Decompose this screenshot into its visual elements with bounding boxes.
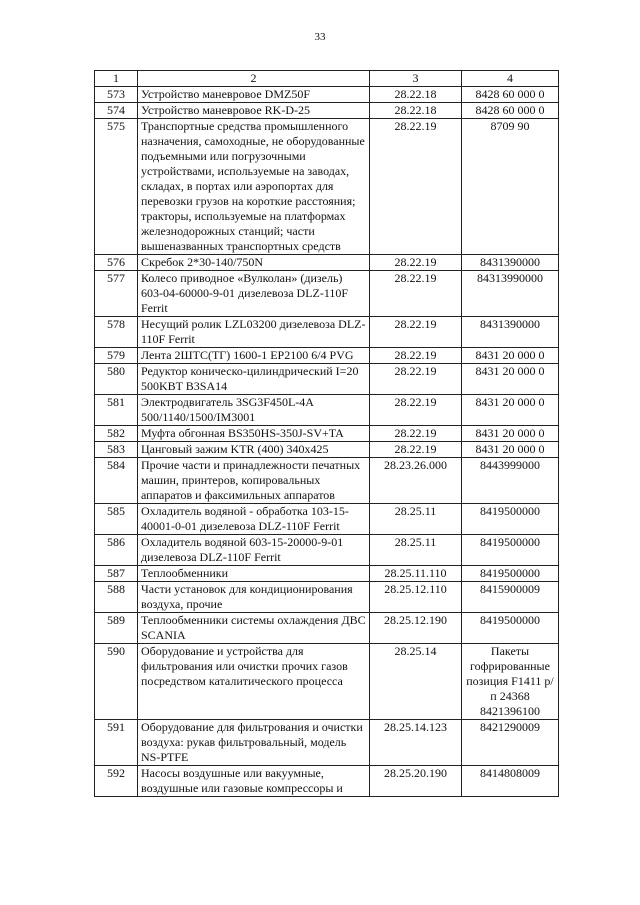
row-number: 592 xyxy=(95,766,138,797)
row-number: 586 xyxy=(95,535,138,566)
row-number: 588 xyxy=(95,582,138,613)
tnved-code: 8415900009 xyxy=(462,582,559,613)
item-description: Части установок для кондиционирования воздуха, прочие xyxy=(138,582,370,613)
tnved-code: 8428 60 000 0 xyxy=(462,103,559,119)
okpd-code: 28.23.26.000 xyxy=(370,458,462,504)
tnved-code: 8431 20 000 0 xyxy=(462,442,559,458)
item-description: Насосы воздушные или вакуумные, воздушные или газовые компрессоры и xyxy=(138,766,370,797)
okpd-code: 28.22.19 xyxy=(370,426,462,442)
okpd-code: 28.22.18 xyxy=(370,87,462,103)
item-description: Оборудование и устройства для фильтрования или очистки прочих газов посредством каталитического процесса xyxy=(138,644,370,720)
row-number: 582 xyxy=(95,426,138,442)
tnved-code: 8431390000 xyxy=(462,317,559,348)
table-row xyxy=(95,644,559,720)
tnved-code: 8419500000 xyxy=(462,613,559,644)
item-description: Теплообменники xyxy=(138,566,370,582)
okpd-code: 28.22.19 xyxy=(370,395,462,426)
row-number: 574 xyxy=(95,103,138,119)
tnved-code: 8428 60 000 0 xyxy=(462,87,559,103)
table-row xyxy=(95,395,559,426)
tnved-code: 8709 90 xyxy=(462,119,559,255)
row-number: 587 xyxy=(95,566,138,582)
tnved-code: 8443999000 xyxy=(462,458,559,504)
tnved-code: Пакеты гофрированные позиция F1411 р/п 24368 8421396100 xyxy=(462,644,559,720)
okpd-code: 28.25.12.190 xyxy=(370,613,462,644)
item-description: Прочие части и принадлежности печатных машин, принтеров, копировальных аппаратов и факсимильных аппаратов xyxy=(138,458,370,504)
okpd-code: 28.22.19 xyxy=(370,255,462,271)
item-description: Электродвигатель 3SG3F450L-4A 500/1140/1500/IM3001 xyxy=(138,395,370,426)
row-number: 590 xyxy=(95,644,138,720)
item-description: Теплообменники системы охлаждения ДВС SCANIA xyxy=(138,613,370,644)
okpd-code: 28.22.19 xyxy=(370,442,462,458)
page-number: 33 xyxy=(314,31,326,43)
okpd-code: 28.25.14.123 xyxy=(370,720,462,766)
row-number: 584 xyxy=(95,458,138,504)
okpd-code: 28.22.19 xyxy=(370,271,462,317)
tnved-code: 8431 20 000 0 xyxy=(462,364,559,395)
item-description: Лента 2ШТС(ТГ) 1600-1 EP2100 6/4 PVG xyxy=(138,348,370,364)
okpd-code: 28.25.11 xyxy=(370,504,462,535)
tnved-code: 84313990000 xyxy=(462,271,559,317)
okpd-code: 28.25.12.110 xyxy=(370,582,462,613)
table-row xyxy=(95,442,559,458)
row-number: 575 xyxy=(95,119,138,255)
item-description: Колесо приводное «Вулколан» (дизель) 603-04-60000-9-01 дизелевоза DLZ-110F Ferrit xyxy=(138,271,370,317)
item-description: Редуктор коническо-цилиндрический I=20 500KBT B3SA14 xyxy=(138,364,370,395)
item-description: Устройство маневровое RK-D-25 xyxy=(138,103,370,119)
tnved-code: 8431390000 xyxy=(462,255,559,271)
table-row xyxy=(95,582,559,613)
item-description: Скребок 2*30-140/750N xyxy=(138,255,370,271)
tnved-code: 8431 20 000 0 xyxy=(462,395,559,426)
row-number: 581 xyxy=(95,395,138,426)
table-row xyxy=(95,504,559,535)
table-row xyxy=(95,426,559,442)
header-col-4: 4 xyxy=(462,71,559,87)
table-row xyxy=(95,535,559,566)
header-col-2: 2 xyxy=(138,71,370,87)
table-row xyxy=(95,566,559,582)
okpd-code: 28.25.11.110 xyxy=(370,566,462,582)
row-number: 573 xyxy=(95,87,138,103)
okpd-code: 28.25.14 xyxy=(370,644,462,720)
row-number: 583 xyxy=(95,442,138,458)
item-description: Цанговый зажим KTR (400) 340x425 xyxy=(138,442,370,458)
header-col-3: 3 xyxy=(370,71,462,87)
okpd-code: 28.22.19 xyxy=(370,317,462,348)
row-number: 585 xyxy=(95,504,138,535)
header-col-1: 1 xyxy=(95,71,138,87)
row-number: 580 xyxy=(95,364,138,395)
item-description: Оборудование для фильтрования и очистки воздуха: рукав фильтровальный, модель NS-PTFE xyxy=(138,720,370,766)
table-row xyxy=(95,87,559,103)
table-row xyxy=(95,255,559,271)
tnved-code: 8414808009 xyxy=(462,766,559,797)
tnved-code: 8419500000 xyxy=(462,535,559,566)
table-row xyxy=(95,271,559,317)
row-number: 589 xyxy=(95,613,138,644)
item-description: Несущий ролик LZL03200 дизелевоза DLZ-110F Ferrit xyxy=(138,317,370,348)
okpd-code: 28.22.19 xyxy=(370,364,462,395)
tnved-code: 8431 20 000 0 xyxy=(462,426,559,442)
row-number: 576 xyxy=(95,255,138,271)
item-description: Муфта обгонная BS350HS-350J-SV+TA xyxy=(138,426,370,442)
okpd-code: 28.22.18 xyxy=(370,103,462,119)
row-number: 591 xyxy=(95,720,138,766)
okpd-code: 28.25.11 xyxy=(370,535,462,566)
item-description: Транспортные средства промышленного назначения, самоходные, не оборудованные подъемными или погрузочными устройствами, используемые на заводах, складах, в портах или аэропортах для перевозки грузов на короткие расстояния; тракторы, используемые на платформах железнодорожных станций; части вышеназванных транспортных средств xyxy=(138,119,370,255)
table-row xyxy=(95,613,559,644)
row-number: 577 xyxy=(95,271,138,317)
item-description: Устройство маневровое DMZ50F xyxy=(138,87,370,103)
okpd-code: 28.22.19 xyxy=(370,348,462,364)
row-number: 579 xyxy=(95,348,138,364)
tnved-code: 8419500000 xyxy=(462,504,559,535)
table-row xyxy=(95,766,559,797)
table-row xyxy=(95,103,559,119)
table-row xyxy=(95,119,559,255)
table-row xyxy=(95,458,559,504)
table-row xyxy=(95,720,559,766)
row-number: 578 xyxy=(95,317,138,348)
item-description: Охладитель водяной - обработка 103-15-40001-0-01 дизелевоза DLZ-110F Ferrit xyxy=(138,504,370,535)
tnved-code: 8421290009 xyxy=(462,720,559,766)
item-description: Охладитель водяной 603-15-20000-9-01 дизелевоза DLZ-110F Ferrit xyxy=(138,535,370,566)
tnved-code: 8419500000 xyxy=(462,566,559,582)
tnved-code: 8431 20 000 0 xyxy=(462,348,559,364)
okpd-code: 28.22.19 xyxy=(370,119,462,255)
table-row xyxy=(95,348,559,364)
okpd-code: 28.25.20.190 xyxy=(370,766,462,797)
table-row xyxy=(95,317,559,348)
goods-table xyxy=(94,70,559,797)
header-row xyxy=(95,71,559,87)
table-row xyxy=(95,364,559,395)
